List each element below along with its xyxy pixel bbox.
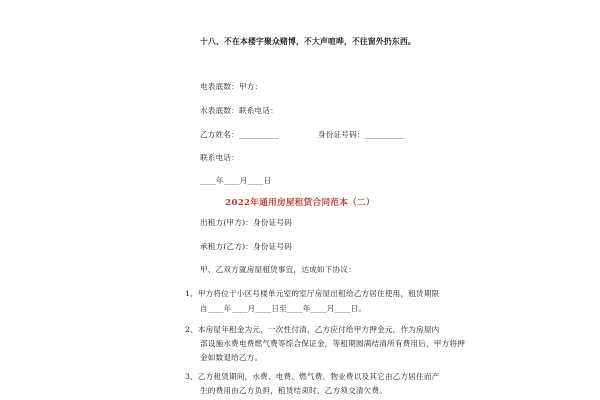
electric-meter-line: 电表底数：甲方： bbox=[200, 82, 263, 91]
date-line: ____年____月____日 bbox=[200, 176, 272, 185]
clause-1-line-2: 自____年____月____日至____年____月____日。 bbox=[200, 304, 367, 313]
clause-3-line-1: 3、乙方租赁期间，水费、电费、燃气费、物业费以及其它由乙方居住而产 bbox=[185, 372, 440, 381]
clause-2-line-1: 2、本房屋年租金为元，一次性付清，乙方应付给甲方押金元，作为房屋内 bbox=[185, 325, 440, 334]
contact-phone-line: 联系电话： bbox=[200, 153, 239, 162]
water-meter-line: 水表底数：联系电话： bbox=[200, 106, 278, 115]
document-title: 2022年通用房屋租赁合同范本（二） bbox=[225, 198, 375, 208]
clause-2-line-3: 金如数退给乙方。 bbox=[200, 353, 263, 362]
party-b-name-line: 乙方姓名：__________ 身份证号码：__________ bbox=[200, 130, 405, 139]
clause-3-line-2: 生的费用由乙方负担，租赁结束时，乙方须交清欠费。 bbox=[200, 386, 388, 395]
lessee-line: 承租方(乙方)：身份证号码 bbox=[200, 242, 293, 251]
lessor-line: 出租方(甲方)：身份证号码 bbox=[200, 218, 293, 227]
clause-1-line-1: 1、甲方将位于小区号楼单元室的室厅房屋出租给乙方居住使用，租赁期限 bbox=[185, 289, 440, 298]
intro-line: 甲、乙双方就房屋租赁事宜，达成如下协议： bbox=[200, 265, 356, 274]
clause-2-line-2: 部设施水费电费燃气费等综合保证金，等租期圆满结清所有费用后，甲方将押 bbox=[200, 339, 465, 348]
clause-18: 十八、不在本楼宇聚众赌博，不大声喧哗，不往窗外扔东西。 bbox=[200, 37, 416, 46]
